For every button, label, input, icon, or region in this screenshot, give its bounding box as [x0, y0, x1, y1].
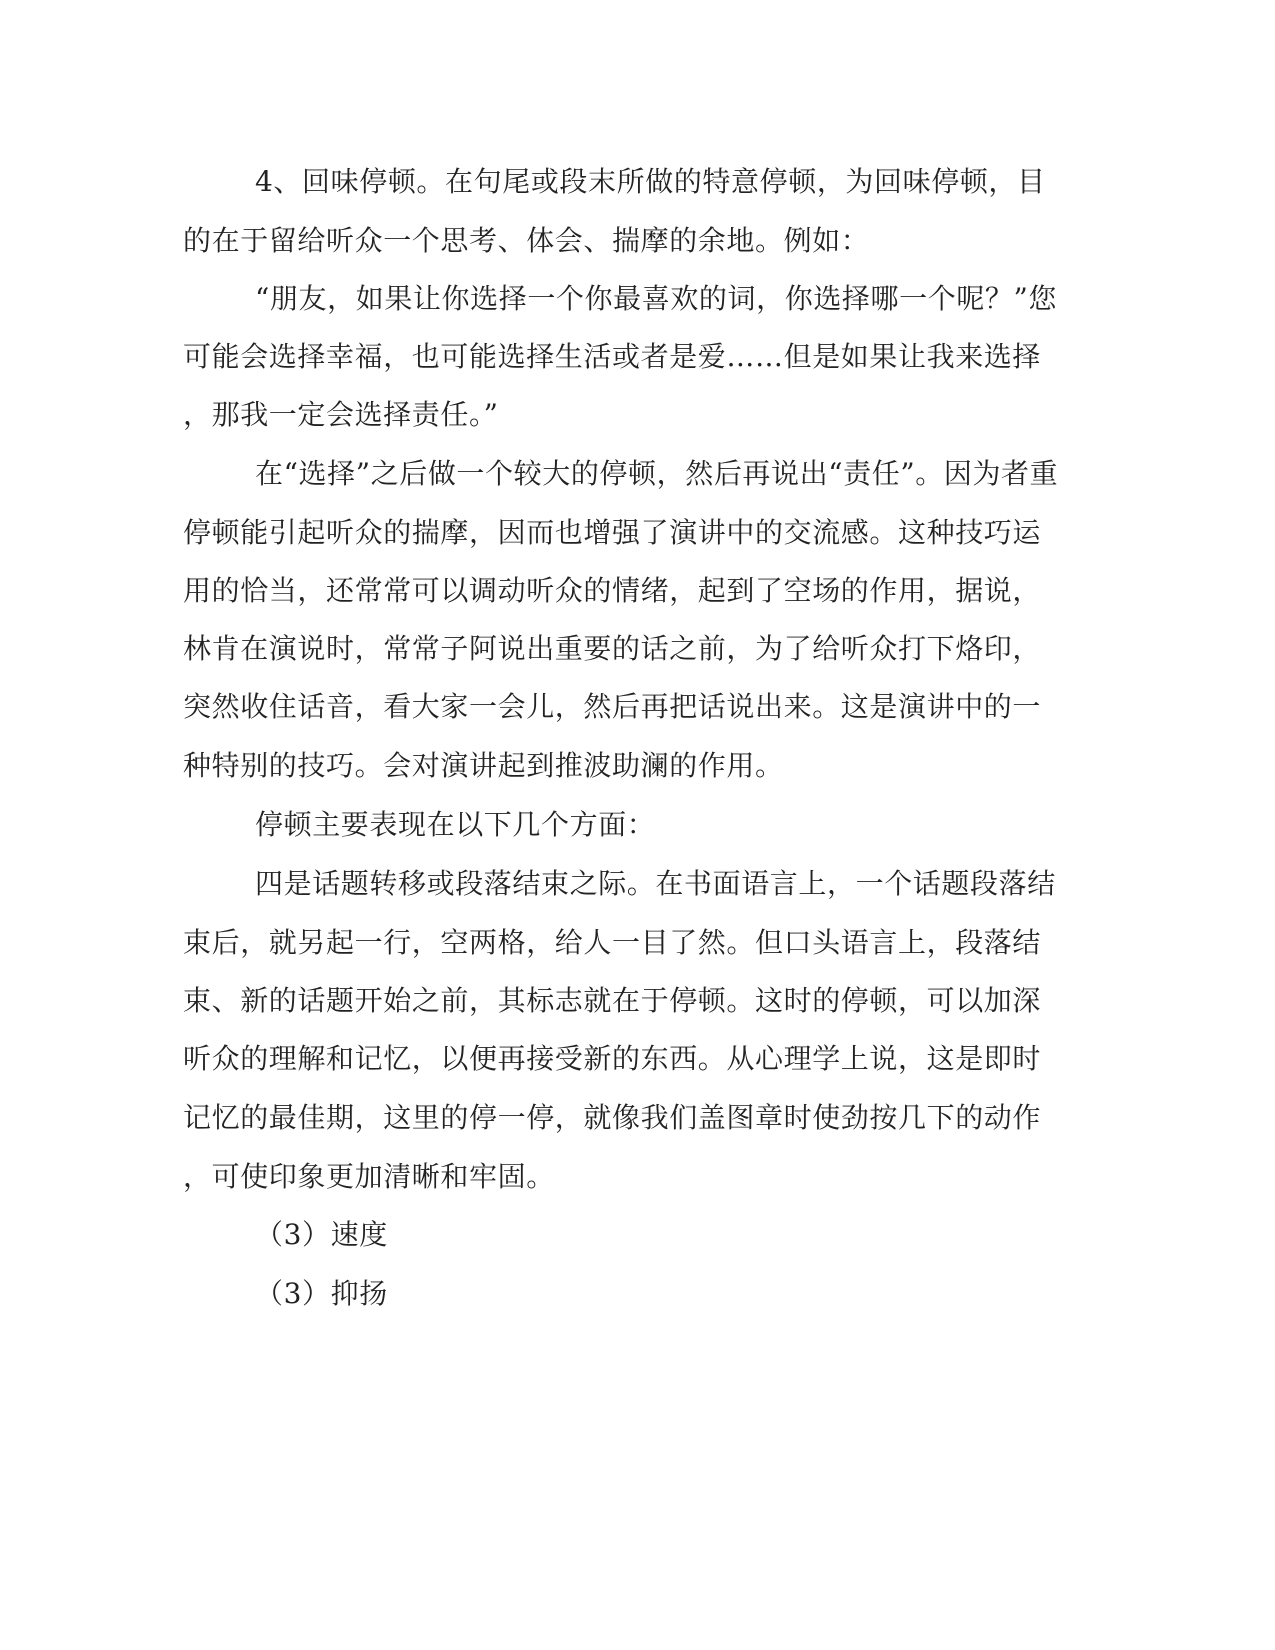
- text-line: 停顿主要表现在以下几个方面：: [255, 808, 656, 841]
- text-line: “朋友，如果让你选择一个你最喜欢的词，你选择哪一个呢？”您: [255, 282, 1058, 315]
- text-line: 束后，就另起一行，空两格，给人一目了然。但口头语言上，段落结: [183, 926, 1042, 959]
- text-line: ，那我一定会选择责任。”: [183, 398, 499, 431]
- text-line: 听众的理解和记忆，以便再接受新的东西。从心理学上说，这是即时: [183, 1042, 1042, 1075]
- text-line: 种特别的技巧。会对演讲起到推波助澜的作用。: [183, 749, 784, 782]
- text-line: 林肯在演说时，常常子阿说出重要的话之前，为了给听众打下烙印，: [183, 632, 1042, 665]
- text-line: 在“选择”之后做一个较大的停顿，然后再说出“责任”。因为者重: [255, 457, 1059, 490]
- text-line: 用的恰当，还常常可以调动听众的情绪，起到了空场的作用，据说，: [183, 574, 1042, 607]
- text-line: 记忆的最佳期，这里的停一停，就像我们盖图章时使劲按几下的动作: [183, 1101, 1042, 1134]
- section-heading: （3）速度: [255, 1218, 388, 1251]
- text-line: 停顿能引起听众的揣摩，因而也增强了演讲中的交流感。这种技巧运: [183, 516, 1042, 549]
- text-line: 的在于留给听众一个思考、体会、揣摩的余地。例如：: [183, 224, 870, 257]
- text-line: ，可使印象更加清晰和牢固。: [183, 1160, 555, 1193]
- text-line: 束、新的话题开始之前，其标志就在于停顿。这时的停顿，可以加深: [183, 984, 1042, 1017]
- text-line: 四是话题转移或段落结束之际。在书面语言上，一个话题段落结: [255, 867, 1056, 900]
- text-line: 可能会选择幸福，也可能选择生活或者是爱……但是如果让我来选择: [183, 340, 1042, 373]
- section-heading: （3）抑扬: [255, 1277, 388, 1310]
- text-line: 突然收住话音，看大家一会儿，然后再把话说出来。这是演讲中的一: [183, 690, 1042, 723]
- text-line: 4、回味停顿。在句尾或段末所做的特意停顿，为回味停顿，目: [255, 165, 1046, 198]
